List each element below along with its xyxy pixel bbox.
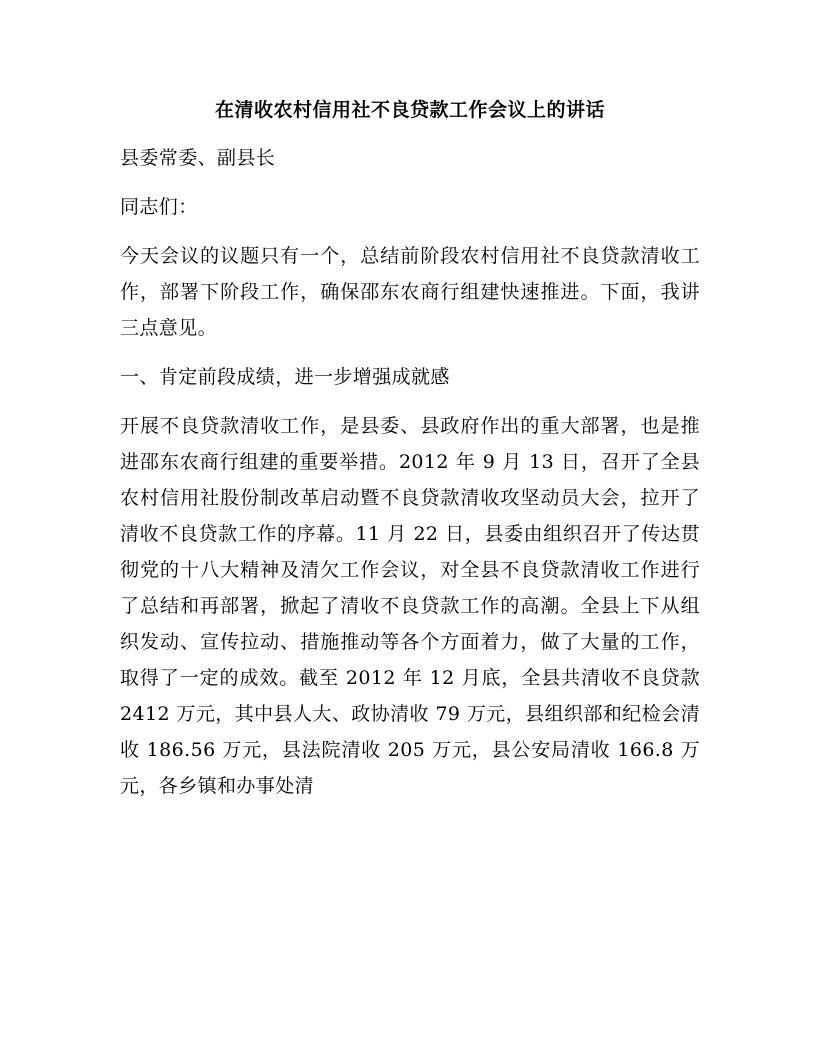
document-title: 在清收农村信用社不良贷款工作会议上的讲话 [214,99,605,121]
document-page [120,92,700,817]
body-paragraph: 开展不良贷款清收工作，是县委、县政府作出的重大部署，也是推进邵东农商行组建的重要举措。2012 年 9 月 13 日，召开了全县农村信用社股份制改革启动暨不良贷款清收攻坚动员大会，拉开了清收不良贷款工作的序幕。11 月 22 日，县委由组织召开了传达贯彻党的十八大精神及清欠工作会议，对全县不良贷款清收工作进行了总结和再部署，掀起了清收不良贷款工作的高潮。全县上下从组织发动、宣传拉动、措施推动等各个方面着力，做了大量的工作，取得了一定的成效。截至 2012 年 12 月底，全县共清收不良贷款 2412 万元，其中县人大、政协清收 79 万元，县组织部和纪检会清收 186.56 万元，县法院清收 205 万元，县公安局清收 166.8 万元，各乡镇和办事处清 [120,415,700,797]
speaker-line: 县委常委、副县长 [120,147,276,169]
salutation: 同志们： [120,196,198,218]
intro-paragraph: 今天会议的议题只有一个，总结前阶段农村信用社不良贷款清收工作，部署下阶段工作，确保邵东农商行组建快速推进。下面，我讲三点意见。 [120,245,700,339]
section-heading: 一、肯定前段成绩，进一步增强成就感 [120,366,450,388]
